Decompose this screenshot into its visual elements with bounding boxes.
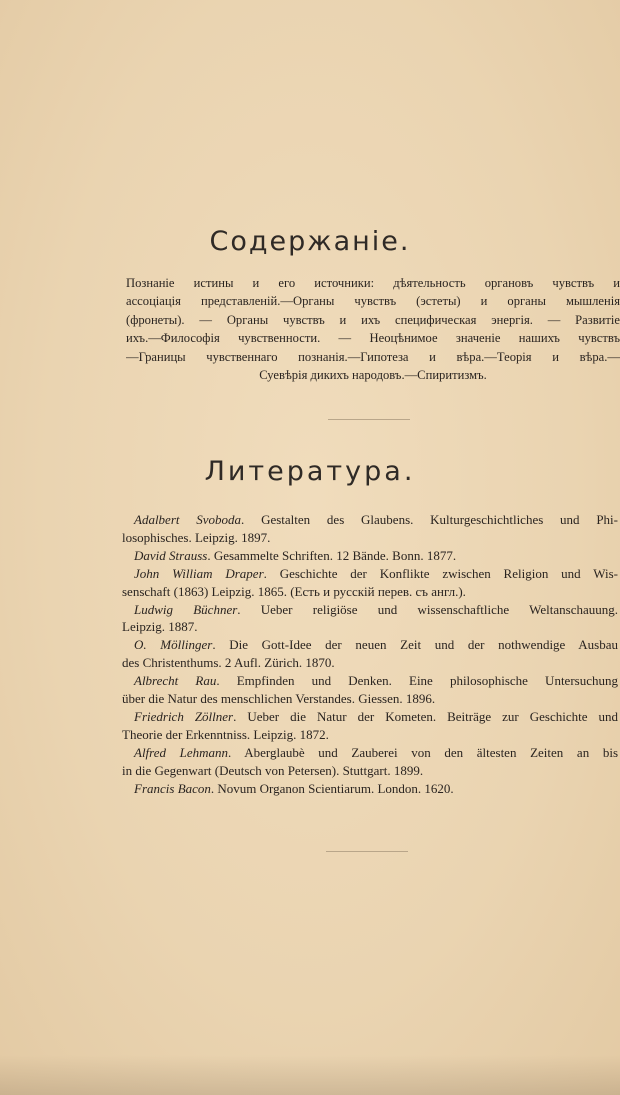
entry-line <box>122 511 618 529</box>
entry-author: John William Draper <box>134 565 264 581</box>
contents-line: (фронеты). — Органы чувствъ и ихъ специфическая энергія. — Развитіе <box>126 312 620 327</box>
contents-line: Познаніе истины и его источники: дѣятельность органовъ чувствъ и <box>126 276 620 290</box>
entry-text: . Gestalten des Glaubens. Kulturgeschichtliches und Phi- <box>241 512 618 527</box>
section-divider <box>326 851 408 852</box>
page-edge-shadow <box>0 1055 620 1095</box>
entry-author: Albrecht Rau <box>134 673 217 689</box>
bibliography-entry <box>122 511 618 547</box>
entry-author: O. Möllinger <box>134 637 213 653</box>
entry-text: . Ueber religiöse und wissenschaftliche Weltanschauung. <box>237 601 618 617</box>
entry-text: . Geschichte der Konflikte zwischen Religion und Wis- <box>263 565 618 581</box>
entry-author: Friedrich Zöllner <box>134 708 234 724</box>
entry-line <box>122 780 618 798</box>
entry-line: senschaft (1863) Leipzig. 1865. (Есть и русскій перев. съ англ.). <box>122 583 466 599</box>
entry-text: . Empfinden und Denken. Eine philosophische Untersuchung <box>216 673 618 689</box>
entry-author: Ludwig Büchner <box>134 601 238 617</box>
contents-paragraph <box>126 274 620 384</box>
entry-text: . Aberglaubè und Zauberei von den ältesten Zeiten an bis <box>228 744 618 760</box>
entry-text: . Die Gott-Idee der neuen Zeit und der nothwendige Ausbau <box>212 637 618 653</box>
literature-title: Литература. <box>204 456 416 487</box>
bibliography-entry <box>122 547 618 565</box>
entry-line <box>122 744 618 762</box>
entry-line: in die Gegenwart (Deutsch von Petersen). Stuttgart. 1899. <box>122 762 424 778</box>
contents-line: ихъ.—Философія чувственности. — Неоцѣнимое значеніе нашихъ чувствъ <box>126 331 620 346</box>
contents-line: ассоціація представленій.—Органы чувствъ (эстеты) и органы мышленія <box>126 294 620 309</box>
entry-line: des Christenthums. 2 Aufl. Zürich. 1870. <box>122 655 335 671</box>
entry-line <box>122 547 618 565</box>
entry-line <box>122 672 618 690</box>
contents-title: Содержаніе. <box>209 226 411 257</box>
entry-author: David Strauss <box>134 547 208 563</box>
entry-line <box>122 601 618 619</box>
contents-line: —Границы чувственнаго познанія.—Гипотеза и вѣра.—Теорія и вѣра.— <box>126 349 620 364</box>
entry-author: Alfred Lehmann <box>134 744 229 760</box>
entry-text: . Ueber die Natur der Kometen. Beiträge zur Geschichte und <box>233 708 618 724</box>
entry-line: Leipzig. 1887. <box>122 619 198 635</box>
entry-line <box>122 565 618 583</box>
bibliography-entry <box>122 744 618 780</box>
entry-line <box>122 708 618 726</box>
contents-line: Суевѣрія дикихъ народовъ.—Спиритизмъ. <box>259 368 487 383</box>
entry-line <box>122 636 618 654</box>
entry-author: Adalbert Svoboda <box>134 512 242 527</box>
entry-line: Theorie der Erkenntniss. Leipzig. 1872. <box>122 726 329 742</box>
bibliography-entry <box>122 601 618 637</box>
bibliography-entry <box>122 780 618 798</box>
entry-line: losophisches. Leipzig. 1897. <box>122 529 271 545</box>
bibliography-entry <box>122 708 618 744</box>
entry-text: . Novum Organon Scientiarum. London. 1620. <box>210 780 454 796</box>
bibliography-entry <box>122 636 618 672</box>
bibliography-entry <box>122 672 618 708</box>
entry-line: über die Natur des menschlichen Verstandes. Giessen. 1896. <box>122 691 436 707</box>
entry-text: . Gesammelte Schriften. 12 Bände. Bonn. 1877. <box>207 547 457 563</box>
bibliography-list <box>122 511 618 798</box>
bibliography-entry <box>122 565 618 601</box>
entry-author: Francis Bacon <box>134 780 211 796</box>
section-divider <box>328 419 410 420</box>
